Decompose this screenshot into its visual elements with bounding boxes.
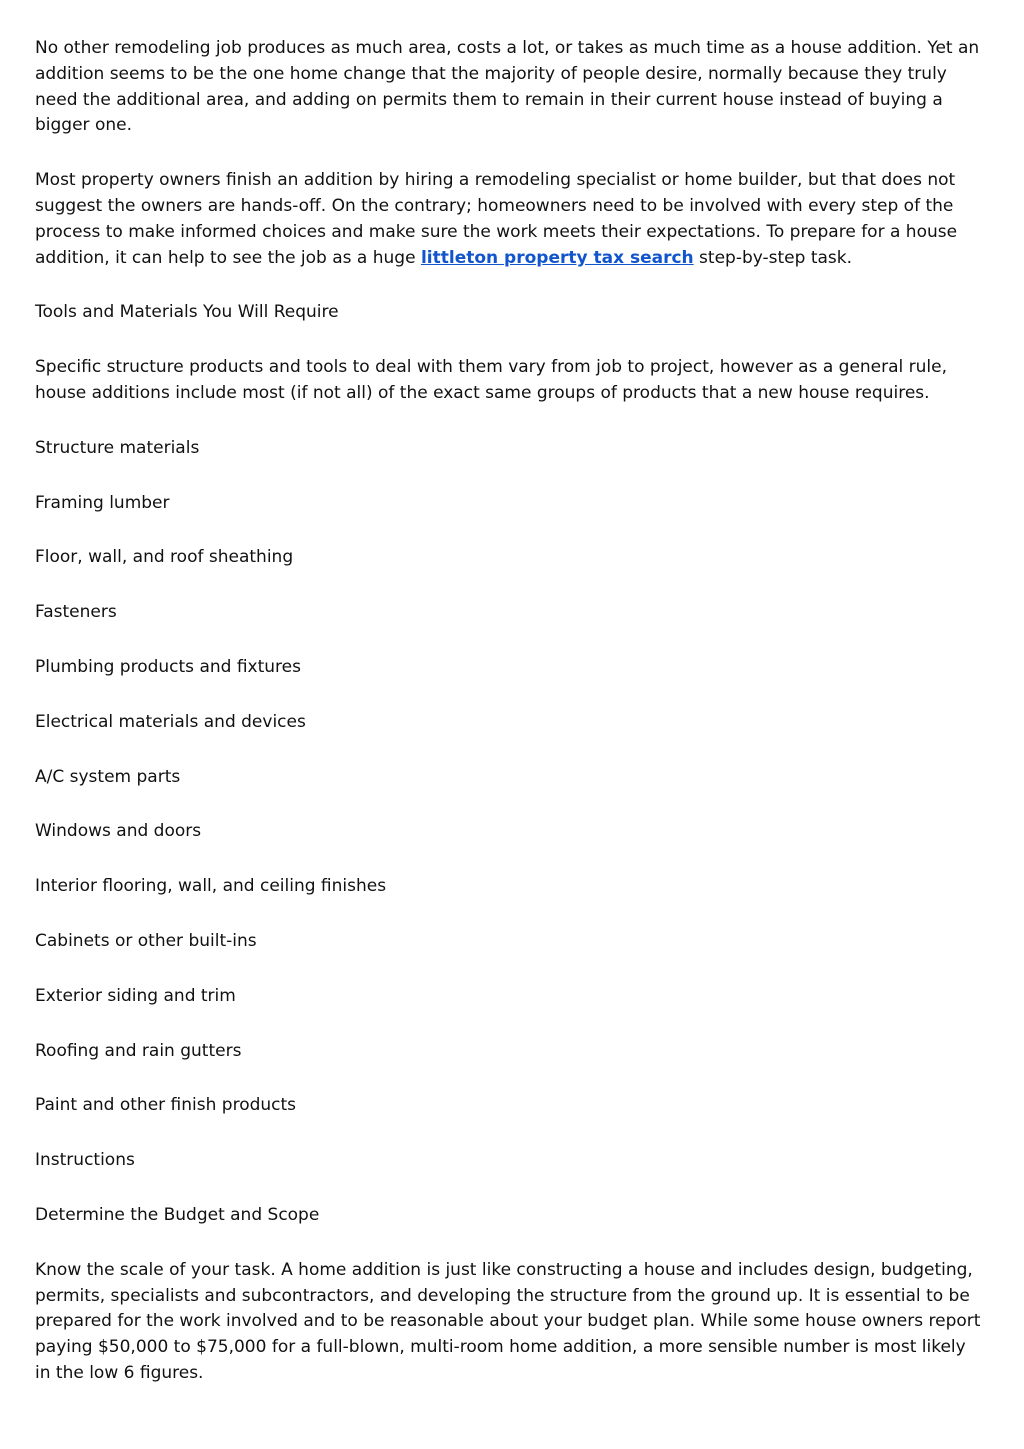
material-item-interior: Interior flooring, wall, and ceiling finishes	[35, 876, 387, 897]
owners-text-before: Most property owners finish an addition by hiring a remodeling specialist or home builder, but that does not suggest the owners are hands-off. On the contrary; homeowners need to be involved with every step of the process to make informed choices and make sure the work meets their expectations. To prepare for a house addition, it can help to see the job as a huge	[35, 170, 958, 268]
budget-paragraph: Know the scale of your task. A home addition is just like constructing a house and includes design, budgeting, permits, specialists and subcontractors, and developing the structure from the ground up. It is essential to be prepared for the work involved and to be reasonable about your budget plan. While some house owners report paying $50,000 to $75,000 for a full-blown, multi-room home addition, a more sensible number is most likely in the low 6 figures.	[35, 1259, 981, 1383]
material-item-plumbing: Plumbing products and fixtures	[35, 656, 301, 677]
instructions-heading: Instructions	[35, 1150, 135, 1171]
material-item-windows: Windows and doors	[35, 821, 202, 842]
material-item-siding: Exterior siding and trim	[35, 985, 236, 1006]
material-item-fasteners: Fasteners	[35, 602, 117, 623]
budget-heading: Determine the Budget and Scope	[35, 1204, 320, 1225]
material-item-cabinets: Cabinets or other built-ins	[35, 930, 257, 951]
tools-paragraph: Specific structure products and tools to deal with them vary from job to project, however as a general rule, house additions include most (if not all) of the exact same groups of products that a new house requires.	[35, 357, 948, 403]
material-item-paint: Paint and other finish products	[35, 1095, 297, 1116]
owners-paragraph	[35, 168, 985, 271]
material-item-electrical: Electrical materials and devices	[35, 711, 306, 732]
material-item-sheathing: Floor, wall, and roof sheathing	[35, 547, 294, 568]
document-page	[35, 36, 985, 1416]
material-item-framing: Framing lumber	[35, 492, 170, 513]
material-item-structure: Structure materials	[35, 437, 200, 458]
property-tax-search-link[interactable]: littleton property tax search	[420, 247, 694, 268]
owners-text-after: step-by-step task.	[693, 247, 853, 268]
material-item-ac: A/C system parts	[35, 766, 181, 787]
intro-paragraph: No other remodeling job produces as much area, costs a lot, or takes as much time as a house addition. Yet an addition seems to be the one home change that the majority of people desire, normally because they truly need the additional area, and adding on permits them to remain in their current house instead of buying a bigger one.	[35, 38, 980, 136]
material-item-roofing: Roofing and rain gutters	[35, 1040, 242, 1061]
tools-heading: Tools and Materials You Will Require	[35, 302, 339, 323]
